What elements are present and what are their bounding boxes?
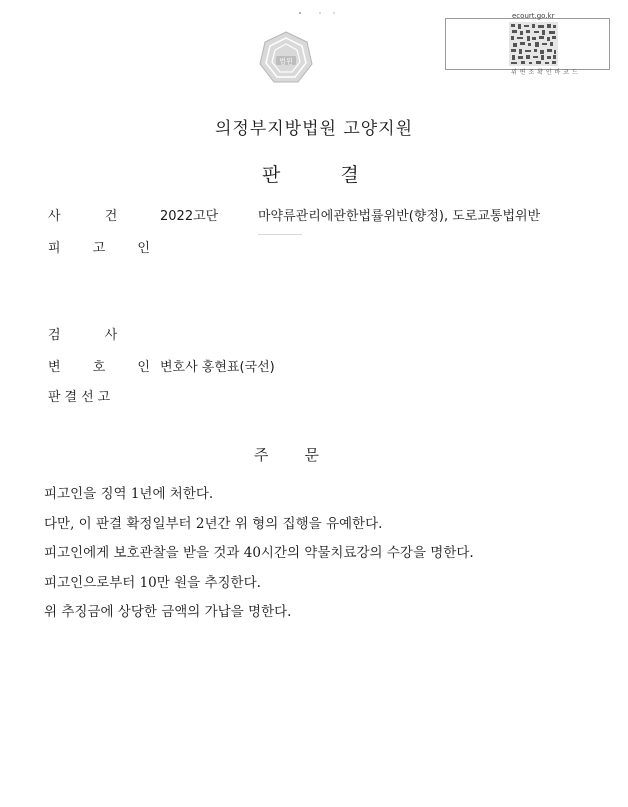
order-line: 피고인으로부터 10만 원을 추징한다.	[44, 575, 261, 591]
court-seal-icon	[258, 30, 314, 86]
scan-dots	[298, 10, 338, 16]
verdict-date-label: 판결선고	[48, 390, 115, 405]
counsel-value: 변호사 홍현표(국선)	[160, 360, 275, 375]
defendant-label: 피 고 인	[48, 241, 164, 256]
court-name: 의정부지방법원 고양지원	[214, 119, 414, 139]
order-line: 피고인에게 보호관찰을 받을 것과 40시간의 약물치료강의 수강을 명한다.	[44, 545, 474, 561]
order-line: 위 추징금에 상당한 금액의 가납을 명한다.	[44, 604, 292, 620]
verification-caption: 위 변 조 확 인 바 코 드	[511, 69, 579, 76]
redaction-mark	[258, 234, 302, 235]
seal-text: 법원	[279, 57, 293, 66]
counsel-label: 변 호 인	[48, 360, 164, 375]
order-title: 주문	[254, 446, 355, 464]
order-line: 피고인을 징역 1년에 처한다.	[44, 486, 214, 502]
verification-url: ecourt.go.kr	[512, 12, 555, 20]
case-name: 마약류관리에관한법률위반(향정), 도로교통법위반	[258, 209, 541, 224]
document-title: 판결	[262, 164, 419, 186]
prosecutor-label: 검 사	[48, 328, 138, 343]
case-number: 2022고단	[160, 209, 219, 224]
case-label: 사 건	[48, 209, 138, 224]
order-line: 다만, 이 판결 확정일부터 2년간 위 형의 집행을 유예한다.	[44, 516, 383, 532]
verification-barcode-icon	[509, 22, 558, 66]
